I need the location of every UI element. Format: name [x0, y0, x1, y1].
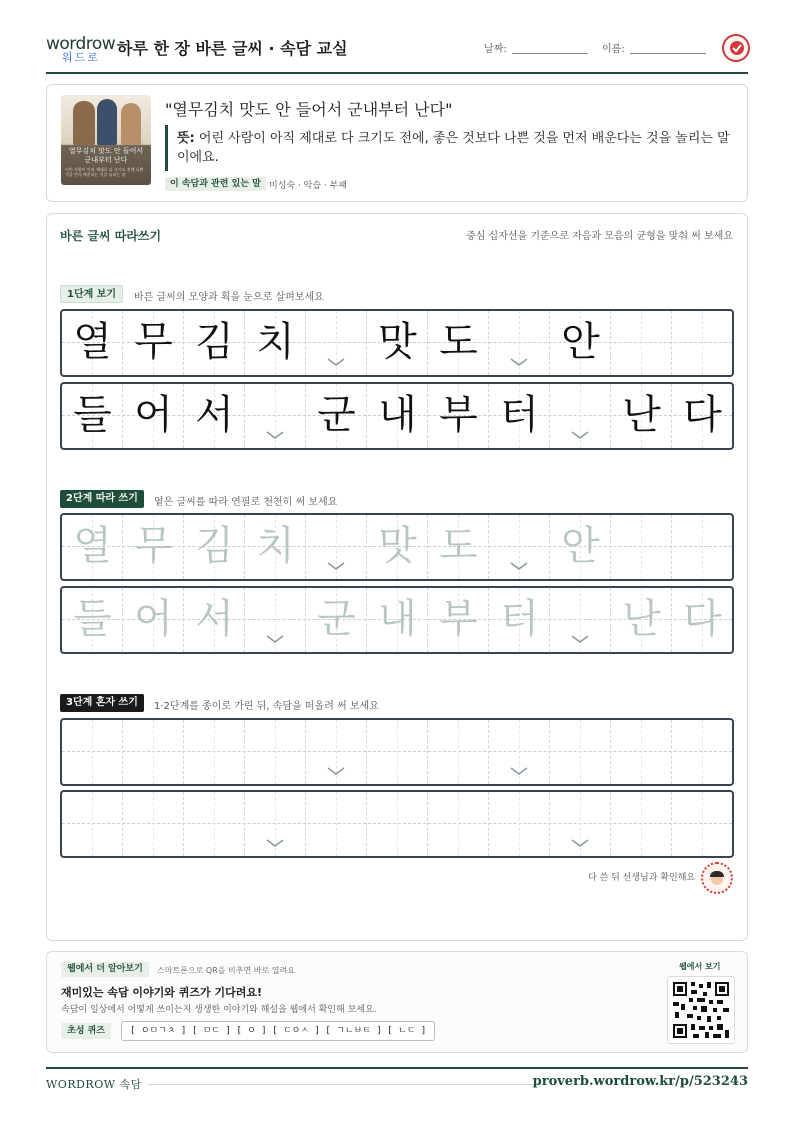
meaning-label: 뜻:: [177, 131, 195, 146]
step3-tag: 3단계 혼자 쓰기: [60, 694, 144, 712]
practice-char: 어: [134, 392, 173, 438]
grid-cell[interactable]: [550, 588, 611, 652]
grid-cell[interactable]: [611, 515, 672, 579]
grid-cell: [245, 384, 306, 448]
grid-cell: [306, 311, 367, 375]
space-mark-icon: [570, 838, 590, 848]
grid-cell: [611, 384, 672, 448]
space-mark-icon: [509, 766, 529, 776]
check-seal-icon: [722, 34, 750, 62]
practice-char: 맛: [378, 523, 417, 569]
grid-cell[interactable]: [489, 588, 550, 652]
illustration-small-text: 어린 사람이 아직 제대로 다 크기도 전에 나쁜 것을 먼저 배운다는 것을 놀리는 말: [65, 167, 144, 177]
space-mark-icon: [326, 357, 346, 367]
space-mark-icon: [570, 430, 590, 440]
practice-char: 내: [378, 392, 417, 438]
space-mark-icon: [265, 634, 285, 644]
web-description: 속담이 일상에서 어떻게 쓰이는지 생생한 이야기와 해설을 웹에서 확인해 보세요.: [61, 1005, 377, 1015]
footer-brand: WORDROW 속담: [46, 1078, 142, 1091]
grid-cell[interactable]: [367, 515, 428, 579]
grid-cell[interactable]: [245, 792, 306, 856]
quiz-initials: [ ㅇㅁㄱㅊ ] [ ㅁㄷ ] [ ㅇ ] [ ㄷㅇㅅ ] [ ㄱㄴㅂㅌ ] [ ㄴㄷ ]: [121, 1021, 435, 1041]
step3-line1[interactable]: [60, 718, 734, 786]
grid-cell[interactable]: [428, 792, 489, 856]
footer-url[interactable]: proverb.wordrow.kr/p/523243: [532, 1074, 748, 1089]
grid-cell: [672, 311, 733, 375]
grid-cell[interactable]: [123, 720, 184, 784]
practice-char: 다: [683, 392, 722, 438]
qr-label: 웹에서 보기: [679, 962, 721, 971]
grid-cell[interactable]: [611, 588, 672, 652]
grid-cell[interactable]: [123, 588, 184, 652]
grid-cell[interactable]: [184, 792, 245, 856]
grid-cell: [62, 384, 123, 448]
teacher-check-note: 다 쓴 뒤 선생님과 확인해요: [588, 873, 696, 883]
practice-char: 들: [73, 596, 112, 642]
space-mark-icon: [509, 357, 529, 367]
grid-cell[interactable]: [306, 792, 367, 856]
related-words: 미성숙 · 악습 · 부패: [269, 181, 348, 191]
space-mark-icon: [326, 766, 346, 776]
grid-cell[interactable]: [123, 515, 184, 579]
practice-char: 들: [73, 392, 112, 438]
space-mark-icon: [326, 561, 346, 571]
grid-cell[interactable]: [62, 588, 123, 652]
grid-cell[interactable]: [550, 515, 611, 579]
practice-note: 중심 십자선을 기준으로 자음과 모음의 균형을 맞춰 써 보세요: [466, 231, 733, 242]
grid-cell[interactable]: [306, 588, 367, 652]
grid-cell: [367, 311, 428, 375]
grid-cell[interactable]: [489, 792, 550, 856]
proverb-meaning: [177, 129, 732, 167]
practice-char: 부: [439, 596, 478, 642]
grid-cell[interactable]: [428, 515, 489, 579]
grid-cell: [489, 311, 550, 375]
date-label: 날짜:: [484, 44, 507, 55]
grid-cell[interactable]: [672, 792, 733, 856]
practice-char: 안: [561, 523, 600, 569]
grid-cell[interactable]: [184, 515, 245, 579]
grid-cell[interactable]: [245, 588, 306, 652]
space-mark-icon: [570, 634, 590, 644]
grid-cell: [550, 384, 611, 448]
page-title: 하루 한 장 바른 글씨 · 속담 교실: [117, 39, 348, 58]
practice-char: 치: [256, 523, 295, 569]
grid-cell[interactable]: [550, 792, 611, 856]
web-hint: 스마트폰으로 QR을 비추면 바로 열려요: [157, 966, 295, 975]
proverb-illustration: [61, 95, 151, 185]
grid-cell: [428, 384, 489, 448]
practice-char: 난: [622, 392, 661, 438]
practice-char: 도: [439, 319, 478, 365]
grid-cell[interactable]: [611, 720, 672, 784]
page-header: [46, 30, 748, 74]
name-label: 이름:: [602, 44, 625, 55]
practice-char: 난: [622, 596, 661, 642]
step3-note: 1·2단계를 종이로 가린 뒤, 속담을 떠올려 써 보세요: [154, 701, 379, 712]
grid-cell[interactable]: [367, 720, 428, 784]
grid-cell: [306, 384, 367, 448]
footer-divider: [148, 1084, 540, 1085]
quiz-label: 초성 퀴즈: [61, 1023, 111, 1039]
grid-cell[interactable]: [62, 720, 123, 784]
step2-line1[interactable]: [60, 513, 734, 581]
practice-char: 터: [500, 392, 539, 438]
step1-note: 바른 글씨의 모양과 획을 눈으로 살펴보세요: [134, 292, 324, 303]
grid-cell: [367, 384, 428, 448]
space-mark-icon: [265, 430, 285, 440]
grid-cell[interactable]: [672, 515, 733, 579]
practice-char: 군: [317, 596, 356, 642]
grid-cell[interactable]: [306, 515, 367, 579]
step1-line1: [60, 309, 734, 377]
name-field[interactable]: [630, 53, 706, 54]
practice-char: 김: [195, 319, 234, 365]
grid-cell: [245, 311, 306, 375]
wordrow-logo: [46, 34, 116, 64]
grid-cell[interactable]: [184, 588, 245, 652]
grid-cell[interactable]: [123, 792, 184, 856]
grid-cell: [489, 384, 550, 448]
practice-char: 김: [195, 523, 234, 569]
grid-cell: [428, 311, 489, 375]
space-mark-icon: [509, 561, 529, 571]
web-tag: 웹에서 더 알아보기: [61, 962, 149, 977]
teacher-stamp-icon: [701, 862, 733, 894]
logo-main: wordrow: [46, 34, 116, 54]
grid-cell[interactable]: [428, 720, 489, 784]
practice-char: 도: [439, 523, 478, 569]
grid-cell: [611, 311, 672, 375]
grid-cell[interactable]: [367, 588, 428, 652]
grid-cell[interactable]: [184, 720, 245, 784]
practice-char: 터: [500, 596, 539, 642]
grid-cell[interactable]: [672, 720, 733, 784]
grid-cell[interactable]: [428, 588, 489, 652]
step2-note: 옅은 글씨를 따라 연필로 천천히 써 보세요: [154, 497, 338, 508]
grid-cell[interactable]: [489, 720, 550, 784]
practice-char: 어: [134, 596, 173, 642]
grid-cell[interactable]: [62, 792, 123, 856]
practice-title: 바른 글씨 따라쓰기: [60, 229, 162, 243]
practice-char: 맛: [378, 319, 417, 365]
web-headline: 재미있는 속담 이야기와 퀴즈가 기다려요!: [61, 986, 262, 999]
step2-tag: 2단계 따라 쓰기: [60, 490, 144, 508]
practice-char: 서: [195, 392, 234, 438]
illustration-caption: 열무김치 맛도 안 들어서 군내부터 난다: [68, 147, 144, 164]
grid-cell[interactable]: [306, 720, 367, 784]
grid-cell[interactable]: [245, 720, 306, 784]
related-label: 이 속담과 관련 있는 말: [165, 177, 266, 191]
grid-cell[interactable]: [672, 588, 733, 652]
step1-line2: [60, 382, 734, 450]
practice-char: 열: [73, 319, 112, 365]
practice-char: 무: [134, 319, 173, 365]
practice-char: 부: [439, 392, 478, 438]
grid-cell[interactable]: [367, 792, 428, 856]
grid-cell: [123, 311, 184, 375]
practice-char: 서: [195, 596, 234, 642]
practice-char: 치: [256, 319, 295, 365]
grid-cell: [672, 384, 733, 448]
step2-line2[interactable]: [60, 586, 734, 654]
grid-cell: [184, 384, 245, 448]
grid-cell: [184, 311, 245, 375]
practice-char: 열: [73, 523, 112, 569]
practice-char: 다: [683, 596, 722, 642]
qr-code-icon[interactable]: [667, 976, 735, 1044]
grid-cell[interactable]: [550, 720, 611, 784]
grid-cell[interactable]: [245, 515, 306, 579]
practice-char: 무: [134, 523, 173, 569]
date-field[interactable]: [512, 53, 588, 54]
proverb-card: [46, 84, 748, 202]
practice-char: 내: [378, 596, 417, 642]
footer-rule: [46, 1067, 748, 1069]
step3-line2[interactable]: [60, 790, 734, 858]
grid-cell[interactable]: [489, 515, 550, 579]
practice-char: 안: [561, 319, 600, 365]
grid-cell[interactable]: [62, 515, 123, 579]
grid-cell: [62, 311, 123, 375]
proverb-quote: "열무김치 맛도 안 들어서 군내부터 난다": [165, 100, 453, 119]
grid-cell[interactable]: [611, 792, 672, 856]
grid-cell: [123, 384, 184, 448]
meaning-text: 어린 사람이 아직 제대로 다 크기도 전에, 좋은 것보다 나쁜 것을 먼저 배운다는 것을 놀리는 말이에요.: [177, 131, 730, 165]
practice-char: 군: [317, 392, 356, 438]
grid-cell: [550, 311, 611, 375]
logo-sub: 워드로: [62, 51, 100, 64]
meaning-accent-bar: [165, 125, 168, 171]
web-box: [46, 951, 748, 1053]
space-mark-icon: [265, 838, 285, 848]
step1-tag: 1단계 보기: [60, 285, 123, 303]
